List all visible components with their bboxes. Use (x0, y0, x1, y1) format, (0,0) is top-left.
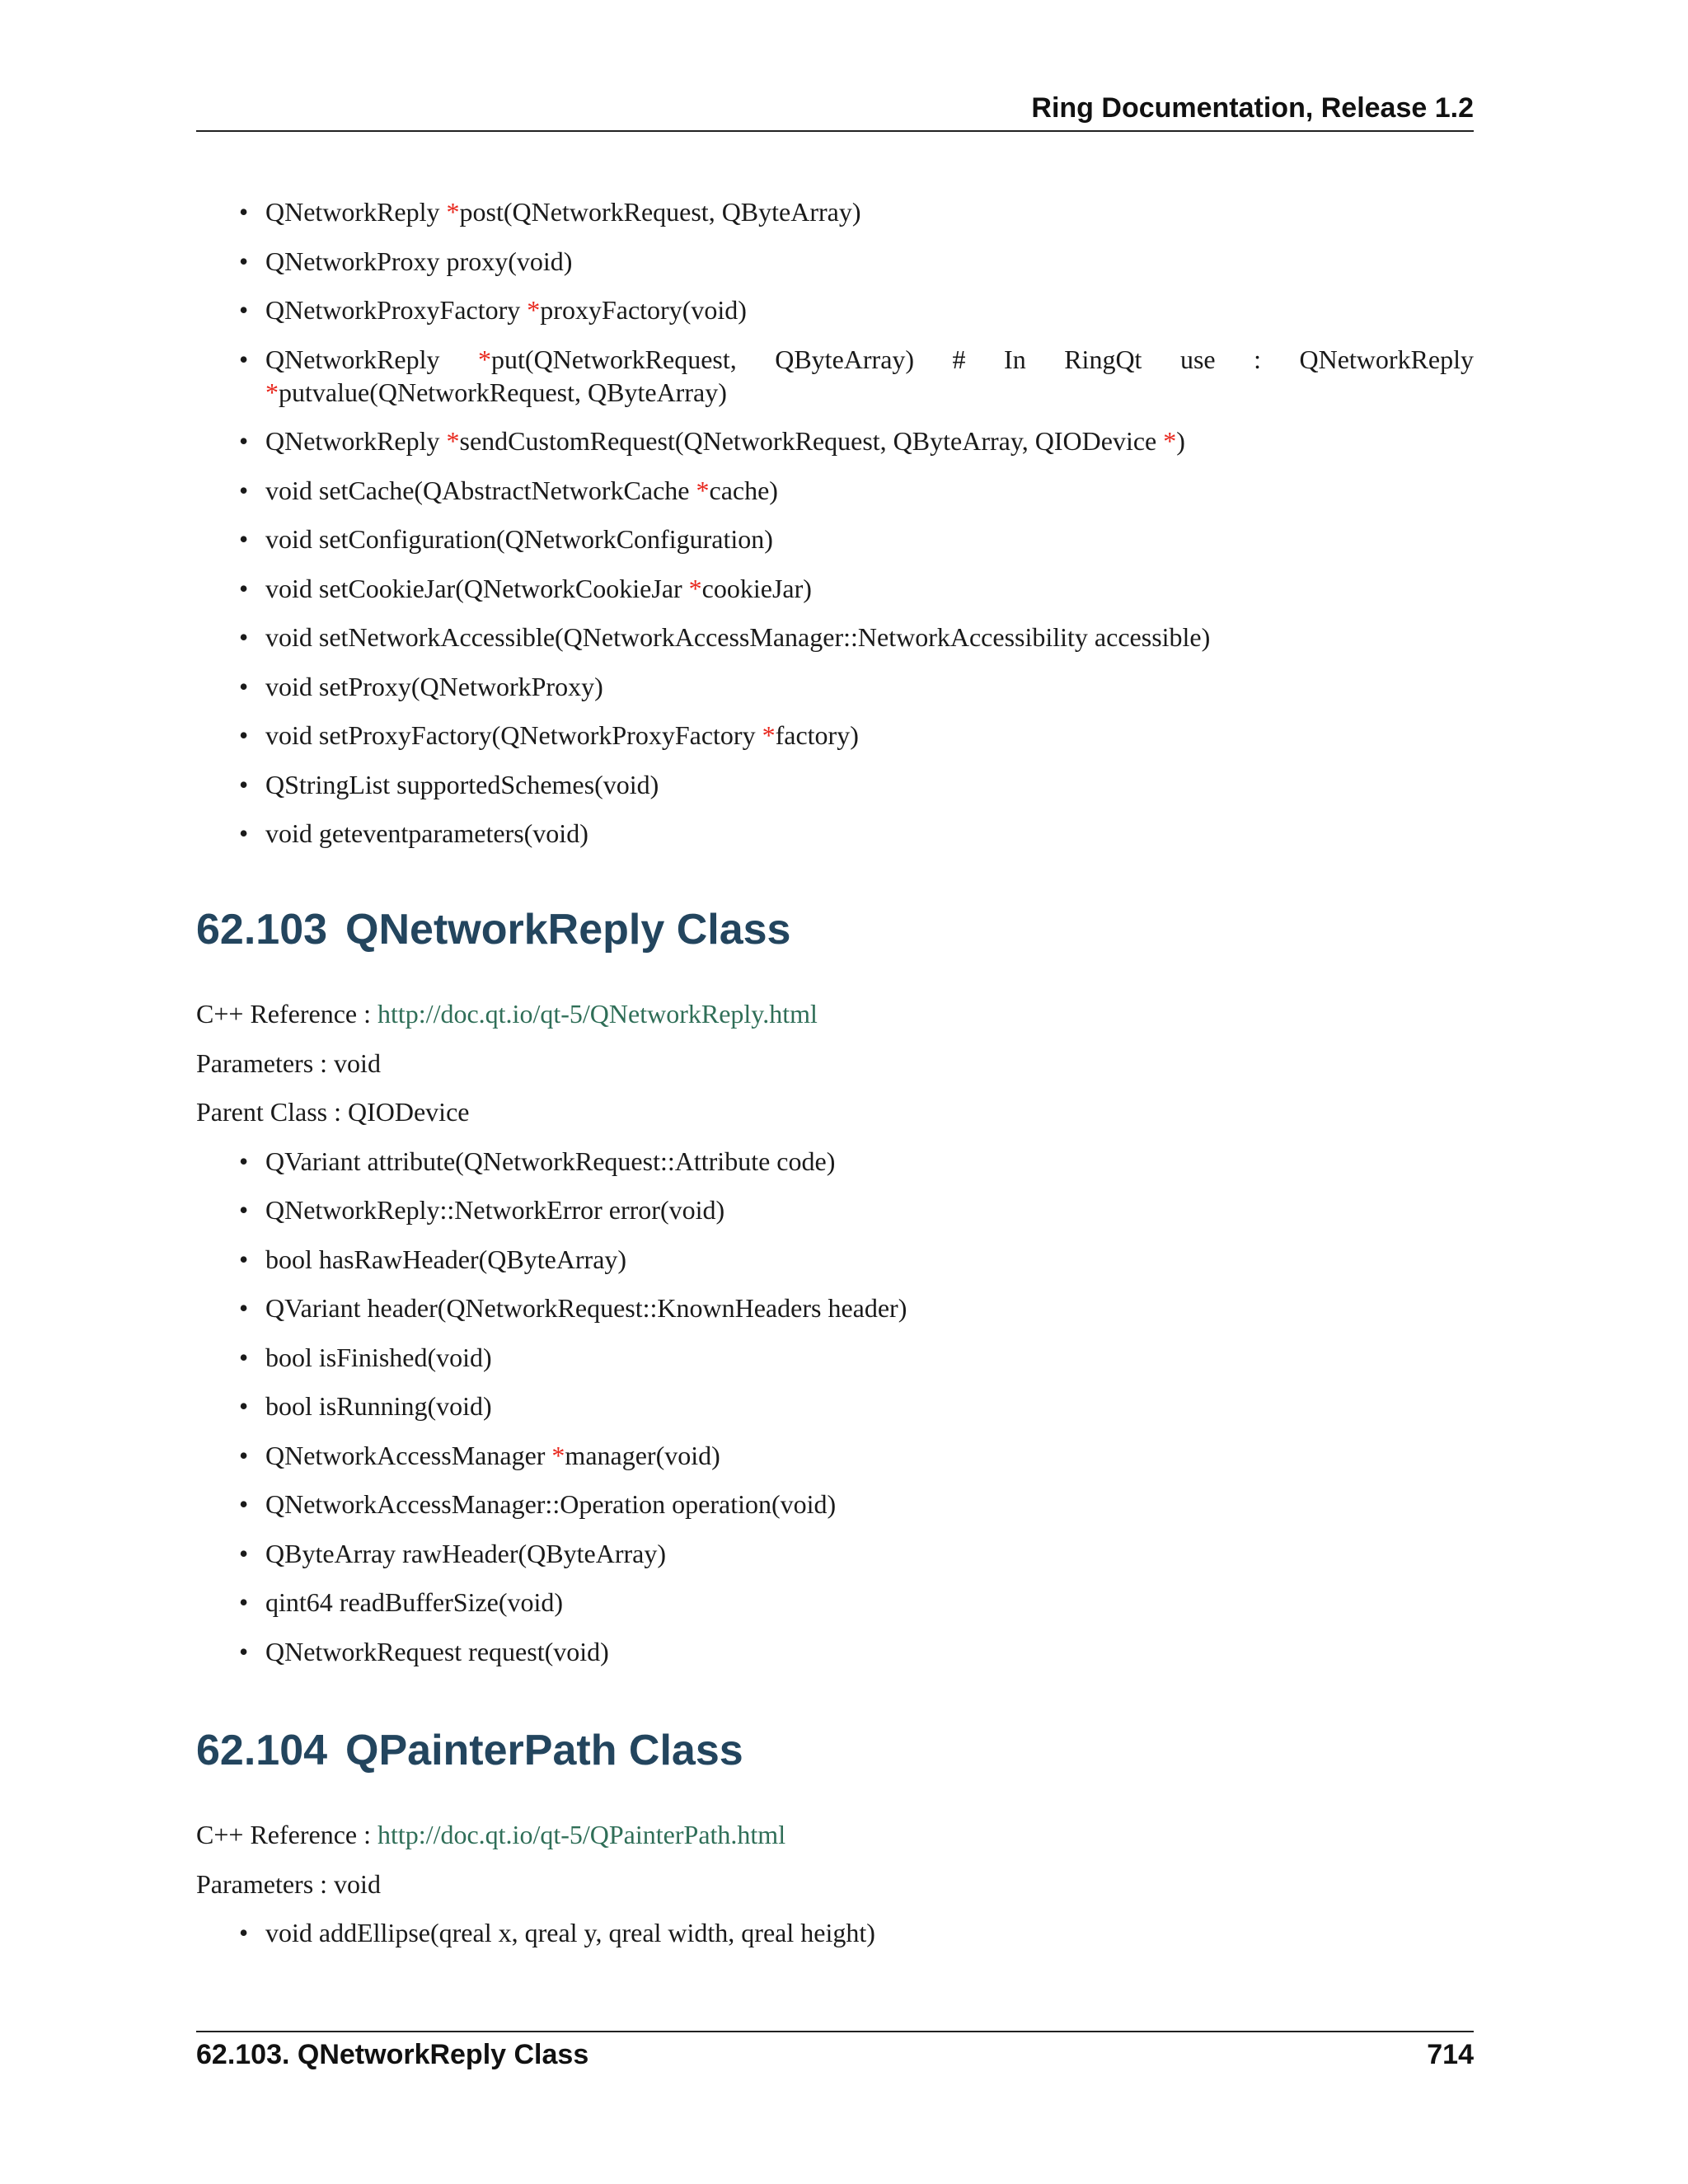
method-signature-text: manager(void) (565, 1440, 720, 1470)
method-item (196, 1390, 1474, 1422)
method-item (196, 1145, 1474, 1178)
method-signature-text: bool isFinished(void) (265, 1342, 492, 1372)
method-item (196, 768, 1474, 801)
method-item (196, 343, 1474, 409)
cpp-reference-label: C++ Reference : (196, 999, 377, 1029)
method-item (196, 1243, 1474, 1276)
method-signature-text: void setProxy(QNetworkProxy) (265, 671, 603, 701)
section-qpainterpath-body (196, 1818, 1474, 1966)
method-item (196, 195, 1474, 228)
bullet-icon: • (239, 1440, 249, 1470)
bullet-icon: • (239, 1146, 249, 1176)
pointer-star: * (527, 295, 541, 325)
page-number: 714 (1427, 2039, 1474, 2070)
method-list (196, 1916, 1474, 1949)
bullet-icon: • (239, 344, 249, 374)
method-signature-text: QNetworkProxyFactory (265, 295, 528, 325)
top-method-list-block (196, 195, 1474, 866)
method-item (196, 1586, 1474, 1619)
bullet-icon: • (239, 1918, 249, 1947)
method-item (196, 293, 1474, 326)
method-signature-text: QNetworkReply::NetworkError error(void) (265, 1195, 725, 1225)
method-item (196, 817, 1474, 850)
cpp-reference-link[interactable]: http://doc.qt.io/qt-5/QPainterPath.html (377, 1820, 786, 1849)
method-signature-text: cookieJar) (701, 573, 812, 603)
bullet-icon: • (239, 1293, 249, 1323)
footer-section-title: 62.103. QNetworkReply Class (196, 2039, 589, 2070)
method-item (196, 1291, 1474, 1324)
method-signature-text: putvalue(QNetworkRequest, QByteArray) (279, 377, 727, 407)
method-signature-text: QNetworkAccessManager::Operation operation(void) (265, 1489, 837, 1519)
method-signature-text: void addEllipse(qreal x, qreal y, qreal width, qreal height) (265, 1918, 875, 1947)
method-item (196, 424, 1474, 457)
method-signature-text: QByteArray rawHeader(QByteArray) (265, 1538, 666, 1568)
method-signature-text: ) (1176, 426, 1185, 456)
parameters-line: Parameters : void (196, 1868, 381, 1899)
method-signature-text: QNetworkRequest request(void) (265, 1636, 609, 1666)
method-item (196, 1635, 1474, 1668)
bullet-icon: • (239, 769, 249, 799)
pointer-star: * (446, 426, 460, 456)
method-signature-text: QNetworkReply (265, 426, 447, 456)
method-signature-text: bool hasRawHeader(QByteArray) (265, 1244, 627, 1274)
method-signature-text: QNetworkReply (265, 344, 479, 374)
method-signature-text: QNetworkProxy proxy(void) (265, 246, 573, 276)
method-signature-text: proxyFactory(void) (540, 295, 747, 325)
running-header: Ring Documentation, Release 1.2 (1031, 92, 1474, 124)
method-signature-text: void setProxyFactory(QNetworkProxyFactory (265, 720, 762, 750)
method-signature-text: void setConfiguration(QNetworkConfiguration) (265, 524, 773, 554)
bullet-icon: • (239, 1244, 249, 1274)
bullet-icon: • (239, 671, 249, 701)
section-title: QPainterPath Class (345, 1727, 743, 1774)
method-item (196, 1537, 1474, 1570)
section-number: 62.104 (196, 1727, 328, 1774)
cpp-reference (196, 997, 1474, 1030)
method-signature-text: cache) (709, 475, 778, 505)
method-item (196, 621, 1474, 654)
cpp-reference (196, 1818, 1474, 1851)
method-signature-text: QStringList supportedSchemes(void) (265, 769, 659, 799)
bullet-icon: • (239, 1538, 249, 1568)
bullet-icon: • (239, 818, 249, 848)
section-qpainterpath (196, 1726, 1474, 1775)
method-item (196, 572, 1474, 605)
pointer-star: * (265, 377, 279, 407)
header-rule (196, 130, 1474, 132)
bullet-icon: • (239, 524, 249, 554)
method-item (196, 1439, 1474, 1472)
method-signature-text: void setCache(QAbstractNetworkCache (265, 475, 696, 505)
pointer-star: * (478, 344, 492, 374)
method-item (196, 670, 1474, 703)
bullet-icon: • (239, 475, 249, 505)
pointer-star: * (688, 573, 702, 603)
method-item (196, 1341, 1474, 1374)
method-signature-text: bool isRunning(void) (265, 1391, 492, 1421)
bullet-icon: • (239, 1391, 249, 1421)
method-signature-text: QNetworkReply (265, 197, 447, 227)
section-heading (196, 905, 1474, 954)
method-item (196, 245, 1474, 278)
bullet-icon: • (239, 1636, 249, 1666)
bullet-icon: • (239, 1587, 249, 1617)
method-item (196, 523, 1474, 555)
pointer-star: * (696, 475, 710, 505)
method-signature-text: void setNetworkAccessible(QNetworkAccessManager::NetworkAccessibility accessible) (265, 622, 1211, 652)
method-signature-text: QVariant attribute(QNetworkRequest::Attribute code) (265, 1146, 836, 1176)
method-signature-text: post(QNetworkRequest, QByteArray) (459, 197, 861, 227)
section-number: 62.103 (196, 906, 328, 954)
cpp-reference-label: C++ Reference : (196, 1820, 377, 1849)
pointer-star: * (551, 1440, 565, 1470)
pointer-star: * (1163, 426, 1177, 456)
method-signature-text: void setCookieJar(QNetworkCookieJar (265, 573, 689, 603)
bullet-icon: • (239, 1195, 249, 1225)
bullet-icon: • (239, 573, 249, 603)
method-list (196, 1145, 1474, 1668)
method-list (196, 195, 1474, 850)
section-heading (196, 1726, 1474, 1775)
bullet-icon: • (239, 1489, 249, 1519)
footer-rule (196, 2031, 1474, 2032)
pointer-star: * (446, 197, 460, 227)
method-item (196, 1916, 1474, 1949)
document-page (196, 0, 1474, 2184)
method-signature-text: QNetworkAccessManager (265, 1440, 552, 1470)
parent-class-line: Parent Class : QIODevice (196, 1097, 470, 1127)
section-qnetworkreply (196, 905, 1474, 954)
method-item (196, 1193, 1474, 1226)
cpp-reference-link[interactable]: http://doc.qt.io/qt-5/QNetworkReply.html (377, 999, 818, 1029)
method-signature-text: factory) (775, 720, 859, 750)
bullet-icon: • (239, 1342, 249, 1372)
section-title: QNetworkReply Class (345, 906, 791, 954)
bullet-icon: • (239, 295, 249, 325)
bullet-icon: • (239, 197, 249, 227)
pointer-star: * (762, 720, 776, 750)
method-signature-text: QVariant header(QNetworkRequest::KnownHeaders header) (265, 1293, 907, 1323)
section-qnetworkreply-body (196, 997, 1474, 1684)
method-item (196, 719, 1474, 752)
method-item (196, 474, 1474, 507)
method-item (196, 1488, 1474, 1521)
bullet-icon: • (239, 622, 249, 652)
method-signature-text: void geteventparameters(void) (265, 818, 588, 848)
method-signature-text: put(QNetworkRequest, QByteArray) # In RingQt use : QNetworkReply (491, 344, 1475, 374)
parameters-line: Parameters : void (196, 1047, 381, 1078)
bullet-icon: • (239, 246, 249, 276)
bullet-icon: • (239, 426, 249, 456)
bullet-icon: • (239, 720, 249, 750)
method-signature-text: sendCustomRequest(QNetworkRequest, QByteArray, QIODevice (459, 426, 1164, 456)
method-signature-text: qint64 readBufferSize(void) (265, 1587, 564, 1617)
